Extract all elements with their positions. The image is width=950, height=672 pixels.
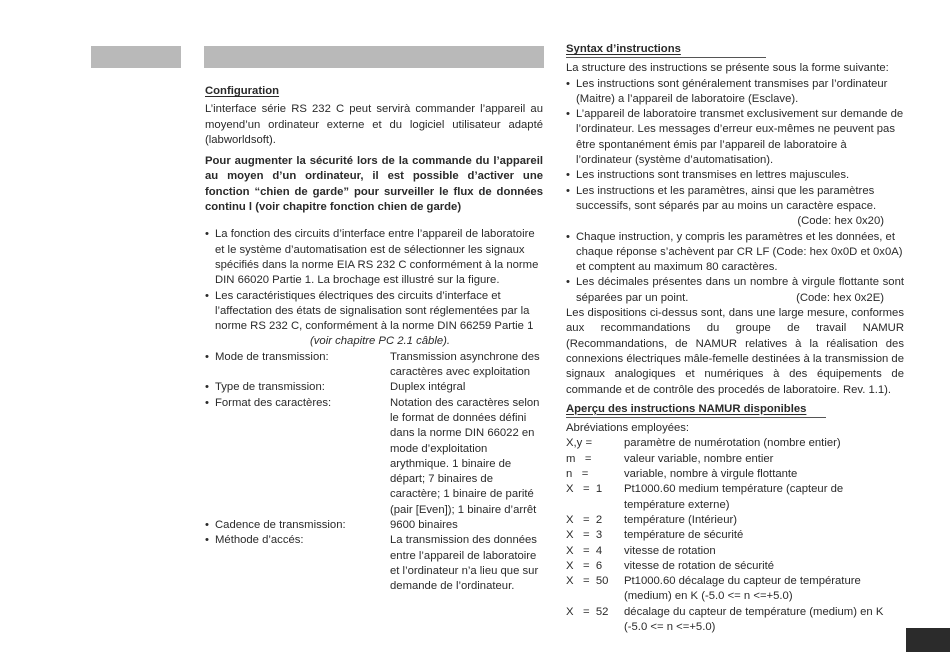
bullet-item (566, 275, 904, 306)
configuration-heading: Configuration (205, 85, 280, 97)
bullet-text: Les instructions sont généralement transmises par l’ordinateur (Maitre) a l’appareil de laboratoire (Esclave). (576, 77, 888, 105)
spec-value: Duplex intégral (390, 381, 466, 394)
bullet-item (566, 77, 904, 108)
spec-row (205, 518, 543, 533)
spec-table (205, 350, 543, 595)
intro-paragraph: L’interface série RS 232 C peut servirà commander l’appareil au moyend’un ordinateur externe et du logiciel utilisateur adapté (labworldsoft). (205, 103, 543, 146)
abbr-desc: décalage du capteur de température (medium) en K (-5.0 <= n <=+5.0) (624, 605, 884, 633)
bullet-item: • Les caractéristiques électriques des circuits d’interface et l’affectation des états de signalisation sont réglementées par la norme RS 232 C, conformément à la norme DIN 66259 Partie 1 (205, 289, 543, 335)
abbr-desc: Pt1000.60 décalage du capteur de température (medium) en K (-5.0 <= n <=+5.0) (624, 575, 861, 603)
spec-value: Transmission asynchrone des caractères avec exploitation (390, 350, 540, 379)
page-corner-tab (906, 628, 950, 652)
abbr-desc: température (Intérieur) (624, 513, 738, 526)
bullet-item (566, 107, 904, 168)
spec-row (205, 350, 543, 381)
abbr-desc: température de sécurité (624, 529, 744, 542)
spec-value: La transmission des données entre l’appareil de laboratoire et l’ordinateur n’a lieu que sur demande de l’ordinateur. (390, 534, 539, 593)
abbr-row (566, 544, 904, 559)
abbr-desc: paramètre de numérotation (nombre entier) (624, 437, 841, 450)
abbr-symbol: X = 4 (566, 544, 603, 557)
abbr-desc: Pt1000.60 medium température (capteur de température externe) (624, 483, 844, 511)
spec-key: • Type de transmission: (205, 380, 390, 395)
abbr-symbol: X = 50 (566, 575, 609, 588)
abbr-row (566, 436, 904, 451)
abbr-desc: vitesse de rotation (624, 544, 716, 557)
abbr-label: Abréviations employées: (566, 422, 690, 435)
abbr-symbol: X = 2 (566, 513, 603, 526)
spec-value: 9600 binaires (390, 519, 458, 532)
spec-row (205, 396, 543, 518)
syntax-heading-text: Syntax d’instructions (566, 43, 681, 55)
bullet-item (566, 184, 904, 230)
bullet-text: Les décimales présentes dans un nombre à virgule flottante sont séparées par un point. (576, 276, 904, 304)
abbr-row (566, 605, 904, 636)
bullet-text: Les instructions et les paramètres, ainsi que les paramètres successifs, sont séparés par au moins un caractère espace. (576, 184, 877, 212)
bullet-text: L’appareil de laboratoire transmet exclusivement sur demande de l’ordinateur. Les messages d’erreur eux-mêmes ne peuvent pas être spontanément émis par l’appareil de laboratoire à l’ordinateur (système d’automatisation). (576, 108, 904, 167)
bullet-text: Chaque instruction, y compris les paramètres et les données, et chaque réponse s’achèvent par CR LF (Code: hex 0x0D et 0x0A) et comptent au maximum 80 caractères. (576, 230, 903, 274)
cable-note: (voir chapitre PC 2.1 câble). (310, 335, 451, 348)
overview-heading (566, 402, 826, 418)
spec-key: • Cadence de transmission: (205, 518, 390, 533)
abbreviation-list (566, 436, 904, 635)
interface-bullets (205, 227, 543, 334)
abbr-desc: valeur variable, nombre entier (624, 452, 774, 465)
header-bar-small (91, 46, 181, 68)
left-column (205, 84, 543, 595)
overview-heading-text: Aperçu des instructions NAMUR disponibles (566, 402, 807, 415)
abbr-symbol: X = 6 (566, 559, 603, 572)
abbr-row (566, 467, 904, 482)
abbr-row (566, 452, 904, 467)
namur-paragraph: Les dispositions ci-dessus sont, dans une large mesure, conformes aux recommandations du groupe de travail NAMUR (Recommandations, de NAMUR relatives à la réalisation des connexions électriques mâle-femelle destinées à la transmission de signaux analogiques et numériques à des équipements de commande et de contrôle des procedés de laboratoire. Rev. 1.1). (566, 307, 904, 396)
abbr-row (566, 482, 904, 513)
right-column (566, 42, 904, 635)
header-bar-wide (204, 46, 544, 68)
abbr-row (566, 513, 904, 528)
abbr-symbol: m = (566, 452, 592, 465)
syntax-heading (566, 42, 766, 58)
bullet-item: • La fonction des circuits d’interface entre l’appareil de laboratoire et le système d’automatisation est de sélectionner les signaux spécifiés dans la norme EIA RS 232 C conformément à la norme DIN 66020 Partie 1. La brochage est illustré sur la figure. (205, 227, 543, 288)
spec-key: • Mode de transmission: (205, 350, 390, 381)
abbr-symbol: X,y = (566, 437, 593, 450)
abbr-desc: variable, nombre à virgule flottante (624, 468, 798, 481)
abbr-desc: vitesse de rotation de sécurité (624, 559, 775, 572)
spec-key: • Méthode d’accés: (205, 533, 390, 594)
abbr-row (566, 559, 904, 574)
abbr-symbol: X = 3 (566, 529, 603, 542)
code-note: (Code: hex 0x2E) (796, 291, 884, 304)
spec-row (205, 380, 543, 395)
bullet-item (566, 168, 904, 183)
syntax-intro: La structure des instructions se présente sous la forme suivante: (566, 62, 889, 75)
spec-key: • Format des caractères: (205, 396, 390, 518)
code-note: (Code: hex 0x20) (797, 215, 884, 228)
abbr-symbol: n = (566, 468, 589, 481)
abbr-row (566, 574, 904, 605)
abbr-symbol: X = 52 (566, 605, 609, 618)
bullet-item (566, 230, 904, 276)
spec-value: Notation des caractères selon le format de données défini dans la norme DIN 66022 en mode d’exploitation arythmique. 1 binaire de départ; 7 binaires de caractère; 1 binaire de parité (pair [Even]); 1 binaire d’arrêt (390, 396, 540, 516)
spec-row (205, 533, 543, 594)
watchdog-warning: Pour augmenter la sécurité lors de la commande du l’appareil au moyen d’un ordinateur, il est possible d’activer une fonction “chien de garde” pour surveiller le flux de données continu l (voir chapitre fonction chien de garde) (205, 155, 543, 214)
syntax-bullets (566, 77, 904, 306)
bullet-text: Les instructions sont transmises en lettres majuscules. (576, 169, 850, 182)
abbr-row (566, 528, 904, 543)
abbr-symbol: X = 1 (566, 483, 603, 496)
